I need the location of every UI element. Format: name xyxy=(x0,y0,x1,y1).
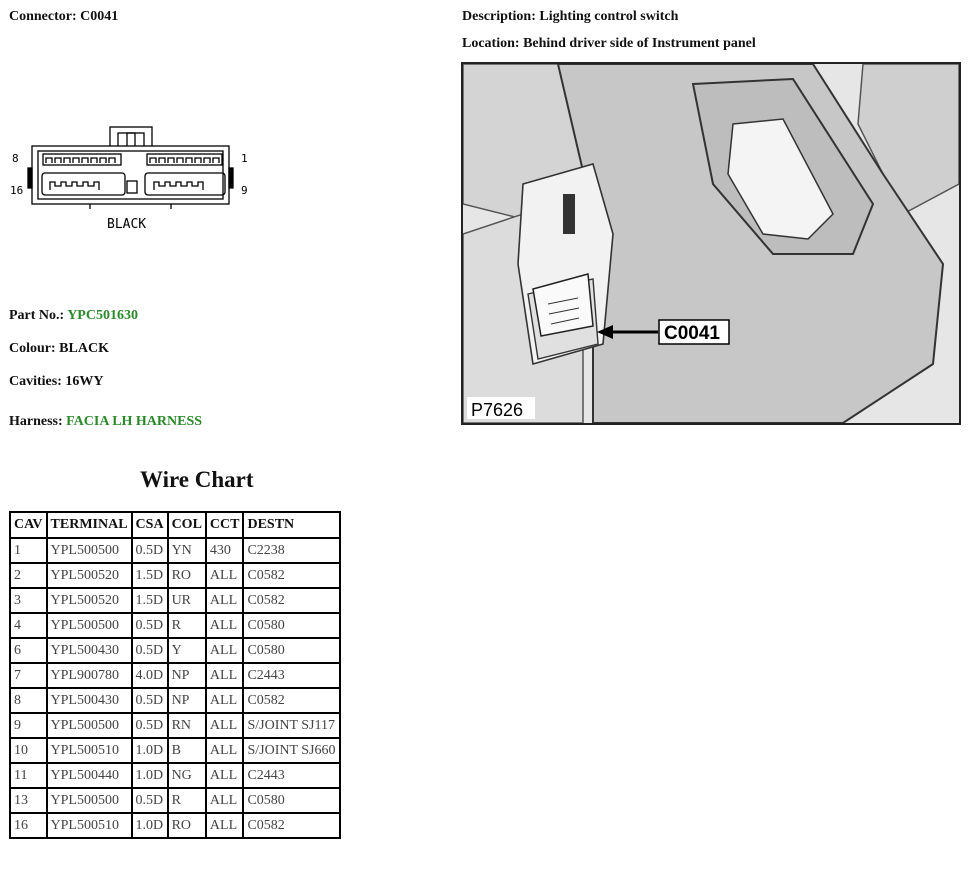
cell-cav: 4 xyxy=(10,613,47,638)
table-row xyxy=(10,788,340,813)
header-terminal: TERMINAL xyxy=(47,512,132,538)
cell-csa: 0.5D xyxy=(132,613,168,638)
description-label: Description: xyxy=(462,9,536,24)
cell-col: NP xyxy=(168,663,206,688)
figure-id-label: P7626 xyxy=(471,400,524,420)
table-header-row xyxy=(10,512,340,538)
cell-col: NP xyxy=(168,688,206,713)
header-cct: CCT xyxy=(206,512,244,538)
header-col: COL xyxy=(168,512,206,538)
cell-cct: ALL xyxy=(206,713,244,738)
cell-csa: 4.0D xyxy=(132,663,168,688)
part-no-link[interactable]: YPC501630 xyxy=(67,308,138,323)
wire-chart-title: Wire Chart xyxy=(140,467,254,492)
cell-csa: 1.0D xyxy=(132,738,168,763)
cell-terminal: YPL500430 xyxy=(47,688,132,713)
cell-terminal: YPL900780 xyxy=(47,663,132,688)
cell-col: R xyxy=(168,788,206,813)
cell-cav: 3 xyxy=(10,588,47,613)
connector-label: Connector: xyxy=(9,9,77,24)
cell-cct: ALL xyxy=(206,813,244,838)
cell-csa: 0.5D xyxy=(132,688,168,713)
cell-col: RO xyxy=(168,563,206,588)
header-cav: CAV xyxy=(10,512,47,538)
cell-cct: 430 xyxy=(206,538,244,563)
cavities-line xyxy=(9,374,104,390)
harness-line xyxy=(9,414,202,430)
pin-label-top-left: 8 xyxy=(12,152,19,165)
cell-cct: ALL xyxy=(206,788,244,813)
cell-destn: C0582 xyxy=(243,563,339,588)
cell-col: UR xyxy=(168,588,206,613)
part-no-line xyxy=(9,308,138,324)
cell-terminal: YPL500510 xyxy=(47,813,132,838)
pin-label-bottom-left: 16 xyxy=(10,184,24,197)
location-photo xyxy=(461,62,961,425)
pin-label-top-right: 1 xyxy=(241,152,248,165)
connector-value: C0041 xyxy=(80,9,119,24)
cell-csa: 0.5D xyxy=(132,638,168,663)
cell-cav: 2 xyxy=(10,563,47,588)
part-no-label: Part No.: xyxy=(9,308,65,323)
table-row xyxy=(10,563,340,588)
wire-chart-body xyxy=(10,538,340,838)
cell-cav: 7 xyxy=(10,663,47,688)
connector-face-diagram xyxy=(8,123,258,235)
cell-col: NG xyxy=(168,763,206,788)
cell-col: YN xyxy=(168,538,206,563)
cell-destn: C0582 xyxy=(243,813,339,838)
cell-cct: ALL xyxy=(206,738,244,763)
cell-col: Y xyxy=(168,638,206,663)
cell-destn: C0582 xyxy=(243,688,339,713)
description-value: Lighting control switch xyxy=(539,9,679,24)
cell-csa: 0.5D xyxy=(132,713,168,738)
wire-chart-table xyxy=(9,511,341,839)
cell-cav: 16 xyxy=(10,813,47,838)
photo-callout-label: C0041 xyxy=(664,323,720,344)
cell-terminal: YPL500500 xyxy=(47,788,132,813)
cell-cav: 13 xyxy=(10,788,47,813)
cell-col: R xyxy=(168,613,206,638)
cell-cav: 9 xyxy=(10,713,47,738)
cell-cct: ALL xyxy=(206,663,244,688)
location-label: Location: xyxy=(462,36,520,51)
cell-terminal: YPL500440 xyxy=(47,763,132,788)
cell-cav: 6 xyxy=(10,638,47,663)
cell-destn: C0582 xyxy=(243,588,339,613)
cell-cav: 8 xyxy=(10,688,47,713)
table-row xyxy=(10,763,340,788)
location-line xyxy=(462,36,756,52)
cell-terminal: YPL500520 xyxy=(47,588,132,613)
table-row xyxy=(10,538,340,563)
table-row xyxy=(10,638,340,663)
header-destn: DESTN xyxy=(243,512,339,538)
harness-label: Harness: xyxy=(9,414,63,429)
cell-terminal: YPL500500 xyxy=(47,538,132,563)
cell-terminal: YPL500500 xyxy=(47,613,132,638)
header-csa: CSA xyxy=(132,512,168,538)
cell-destn: C2443 xyxy=(243,663,339,688)
cell-destn: C0580 xyxy=(243,613,339,638)
cell-csa: 1.0D xyxy=(132,813,168,838)
colour-label: Colour: xyxy=(9,341,56,356)
cell-csa: 1.0D xyxy=(132,763,168,788)
cell-col: B xyxy=(168,738,206,763)
cell-destn: C2443 xyxy=(243,763,339,788)
cell-cav: 1 xyxy=(10,538,47,563)
dashboard-illustration xyxy=(463,64,959,423)
table-row xyxy=(10,813,340,838)
pin-label-bottom-right: 9 xyxy=(241,184,248,197)
description-line xyxy=(462,9,678,25)
table-row xyxy=(10,663,340,688)
cell-col: RN xyxy=(168,713,206,738)
table-row xyxy=(10,588,340,613)
cell-destn: C2238 xyxy=(243,538,339,563)
cell-csa: 0.5D xyxy=(132,538,168,563)
cell-cav: 11 xyxy=(10,763,47,788)
cell-csa: 1.5D xyxy=(132,563,168,588)
cell-csa: 1.5D xyxy=(132,588,168,613)
cell-terminal: YPL500520 xyxy=(47,563,132,588)
cell-cav: 10 xyxy=(10,738,47,763)
cell-cct: ALL xyxy=(206,563,244,588)
cell-col: RO xyxy=(168,813,206,838)
colour-value: BLACK xyxy=(59,341,109,356)
table-row xyxy=(10,688,340,713)
connector-line xyxy=(9,9,118,25)
cavities-label: Cavities: xyxy=(9,374,62,389)
cell-destn: C0580 xyxy=(243,638,339,663)
cell-cct: ALL xyxy=(206,688,244,713)
cell-cct: ALL xyxy=(206,613,244,638)
cavities-value: 16WY xyxy=(65,374,104,389)
cell-destn: S/JOINT SJ117 xyxy=(243,713,339,738)
table-row xyxy=(10,713,340,738)
cell-destn: S/JOINT SJ660 xyxy=(243,738,339,763)
cell-cct: ALL xyxy=(206,763,244,788)
cell-terminal: YPL500430 xyxy=(47,638,132,663)
cell-terminal: YPL500510 xyxy=(47,738,132,763)
connector-color-label: BLACK xyxy=(107,217,147,232)
cell-destn: C0580 xyxy=(243,788,339,813)
location-value: Behind driver side of Instrument panel xyxy=(523,36,756,51)
harness-link[interactable]: FACIA LH HARNESS xyxy=(66,414,203,429)
colour-line xyxy=(9,341,109,357)
table-row xyxy=(10,613,340,638)
cell-cct: ALL xyxy=(206,638,244,663)
cell-cct: ALL xyxy=(206,588,244,613)
table-row xyxy=(10,738,340,763)
cell-csa: 0.5D xyxy=(132,788,168,813)
cell-terminal: YPL500500 xyxy=(47,713,132,738)
